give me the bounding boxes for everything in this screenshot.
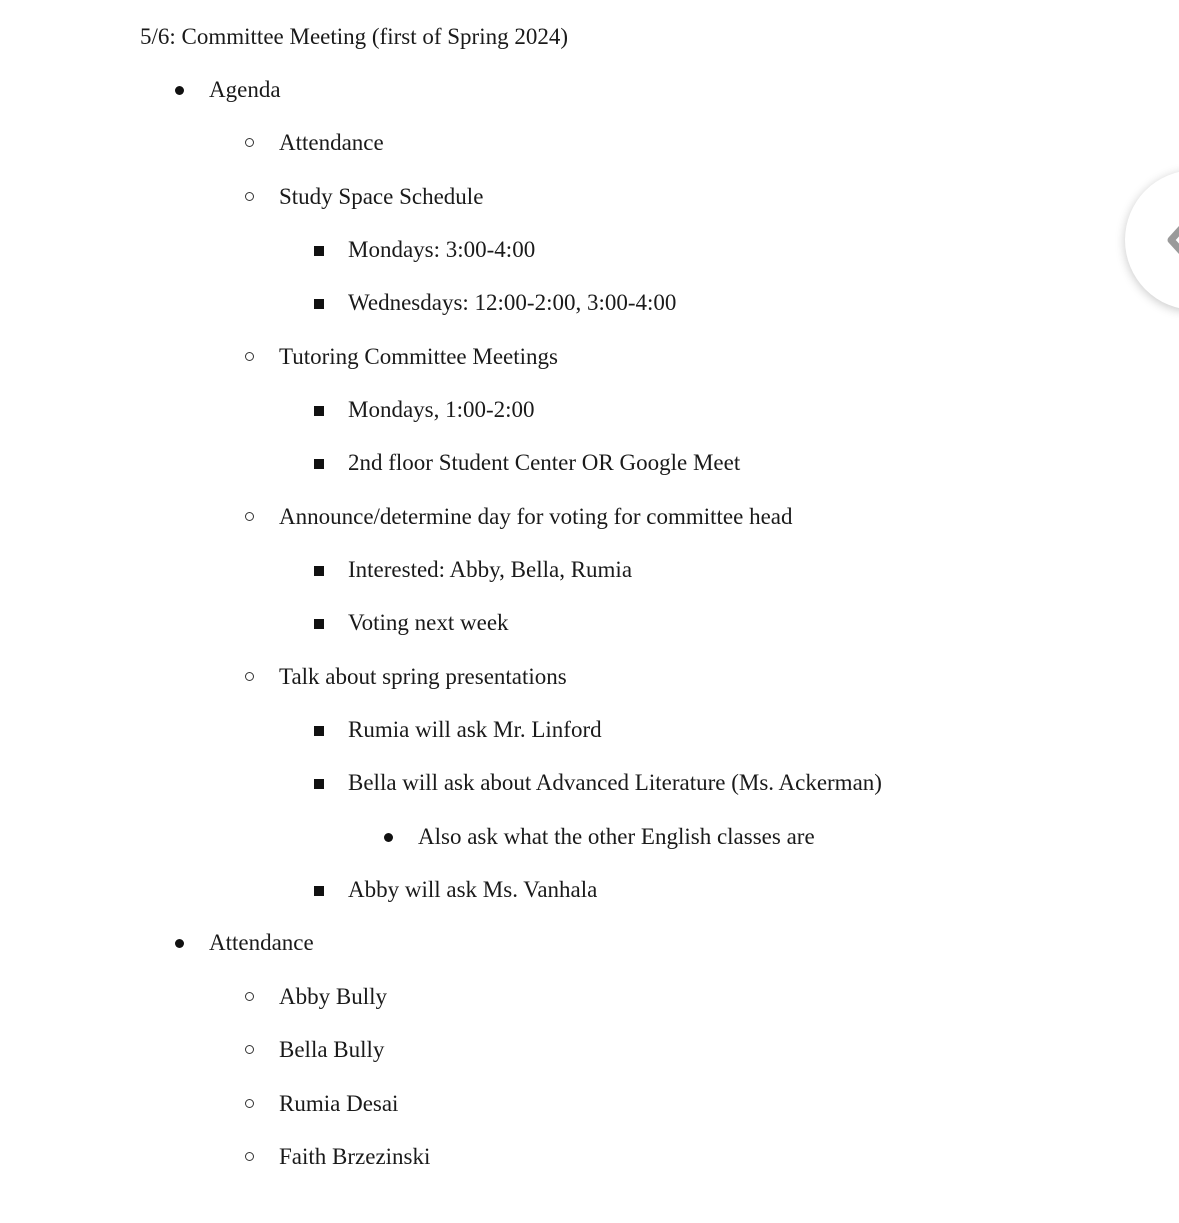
- square-bullet-icon: [314, 566, 324, 576]
- attendee-name: Rumia Desai: [279, 1091, 399, 1116]
- side-panel-toggle-button[interactable]: [1125, 170, 1179, 310]
- list-item-text: Rumia will ask Mr. Linford: [348, 717, 602, 742]
- hollow-bullet-icon: [245, 512, 254, 521]
- list-item-text: Bella will ask about Advanced Literature (Ms. Ackerman): [348, 770, 882, 795]
- square-bullet-icon: [314, 299, 324, 309]
- filled-bullet-icon: [175, 939, 184, 948]
- square-bullet-icon: [314, 406, 324, 416]
- square-bullet-icon: [314, 459, 324, 469]
- hollow-bullet-icon: [245, 1045, 254, 1054]
- meeting-title-text: 5/6: Committee Meeting (first of Spring 2024): [140, 24, 569, 49]
- list-item-text: Tutoring Committee Meetings: [279, 344, 558, 369]
- filled-bullet-icon: [384, 833, 393, 842]
- hollow-bullet-icon: [245, 1099, 254, 1108]
- list-item-text: Abby will ask Ms. Vanhala: [348, 877, 598, 902]
- chevron-left-icon: [1165, 212, 1179, 268]
- square-bullet-icon: [314, 726, 324, 736]
- square-bullet-icon: [314, 246, 324, 256]
- hollow-bullet-icon: [245, 1152, 254, 1161]
- list-item-text: Attendance: [209, 930, 314, 955]
- list-item-text: Agenda: [209, 77, 281, 102]
- hollow-bullet-icon: [245, 192, 254, 201]
- list-item-text: Also ask what the other English classes are: [418, 824, 815, 849]
- list-item-text: Wednesdays: 12:00-2:00, 3:00-4:00: [348, 290, 677, 315]
- hollow-bullet-icon: [245, 352, 254, 361]
- hollow-bullet-icon: [245, 138, 254, 147]
- list-item-text: Voting next week: [348, 610, 509, 635]
- list-item-text: Mondays: 3:00-4:00: [348, 237, 536, 262]
- attendee-name: Abby Bully: [279, 984, 387, 1009]
- hollow-bullet-icon: [245, 672, 254, 681]
- attendee-name: Faith Brzezinski: [279, 1144, 431, 1169]
- square-bullet-icon: [314, 886, 324, 896]
- square-bullet-icon: [314, 779, 324, 789]
- list-item-text: Announce/determine day for voting for committee head: [279, 504, 793, 529]
- filled-bullet-icon: [175, 86, 184, 95]
- list-item-text: Mondays, 1:00-2:00: [348, 397, 535, 422]
- list-item-text: Interested: Abby, Bella, Rumia: [348, 557, 633, 582]
- square-bullet-icon: [314, 619, 324, 629]
- list-item-text: Study Space Schedule: [279, 184, 484, 209]
- list-item-text: Talk about spring presentations: [279, 664, 567, 689]
- list-item-text: Attendance: [279, 130, 384, 155]
- list-item-text: 2nd floor Student Center OR Google Meet: [348, 450, 741, 475]
- hollow-bullet-icon: [245, 992, 254, 1001]
- attendee-name: Bella Bully: [279, 1037, 385, 1062]
